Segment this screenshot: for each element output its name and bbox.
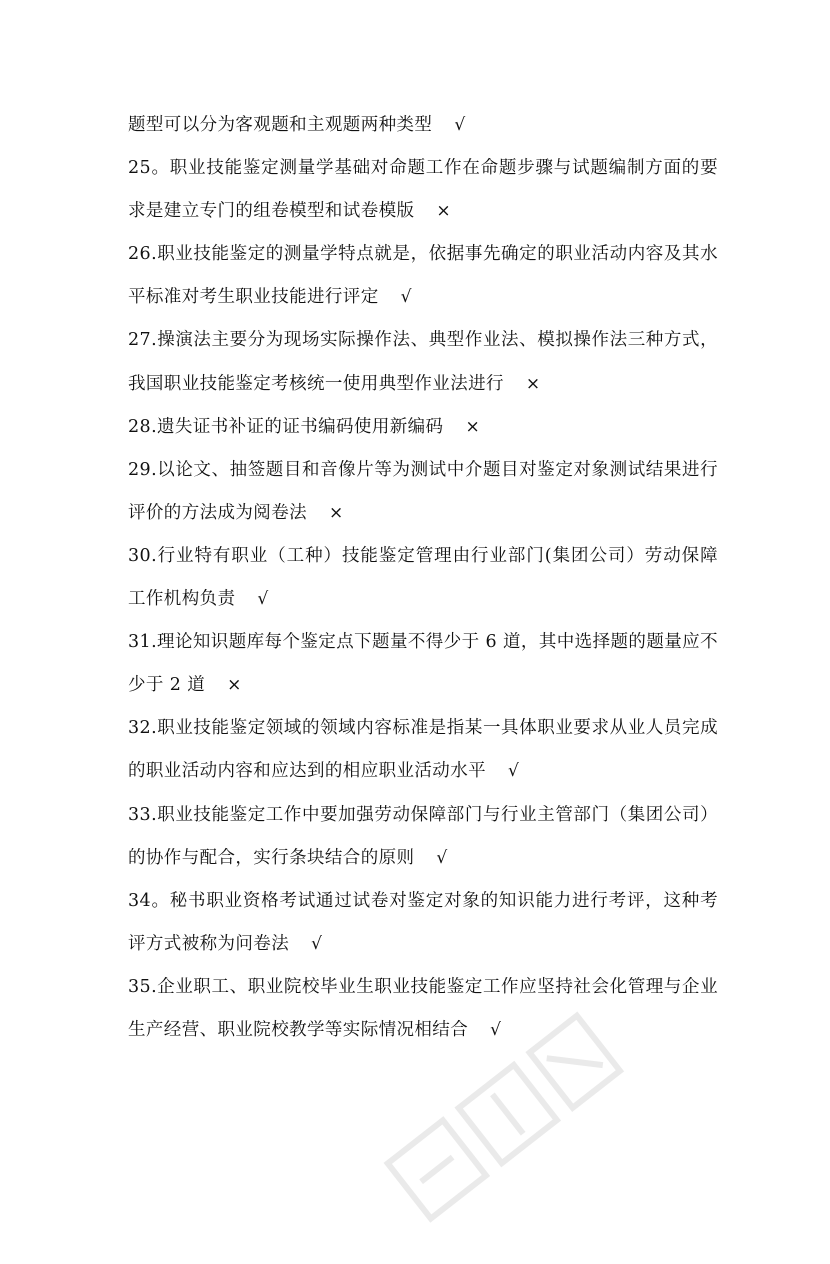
list-item bbox=[128, 147, 718, 233]
answer-mark: √ bbox=[436, 847, 448, 868]
list-item bbox=[128, 319, 718, 405]
answer-mark: × bbox=[227, 675, 242, 696]
answer-mark: √ bbox=[400, 287, 412, 308]
list-item bbox=[128, 233, 718, 319]
answer-mark: × bbox=[329, 502, 344, 523]
answer-mark: √ bbox=[508, 761, 520, 782]
item-text: 31.理论知识题库每个鉴定点下题量不得少于 6 道，其中选择题的题量应不少于 2 道 bbox=[128, 632, 718, 696]
answer-mark: × bbox=[525, 373, 541, 394]
answer-mark: √ bbox=[311, 933, 323, 954]
question-list bbox=[128, 104, 718, 1052]
answer-mark: √ bbox=[454, 115, 466, 135]
list-item bbox=[128, 406, 718, 449]
list-item bbox=[128, 621, 718, 707]
item-text: 30.行业特有职业（工种）技能鉴定管理由行业部门(集团公司）劳动保障工作机构负责 bbox=[128, 545, 718, 610]
item-text: 32.职业技能鉴定领域的领域内容标准是指某一具体职业要求从业人员完成的职业活动内容和应达到的相应职业活动水平 bbox=[128, 718, 718, 782]
item-text: 28.遗失证书补证的证书编码使用新编码 bbox=[128, 416, 444, 437]
list-item bbox=[128, 535, 718, 621]
answer-mark: × bbox=[436, 201, 452, 222]
list-item bbox=[128, 794, 718, 880]
item-text: 33.职业技能鉴定工作中要加强劳动保障部门与行业主管部门（集团公司）的协作与配合，实行条块结合的原则 bbox=[128, 804, 718, 868]
item-text: 35.企业职工、职业院校毕业生职业技能鉴定工作应坚持社会化管理与企业生产经营、职业院校教学等实际情况相结合 bbox=[128, 976, 718, 1040]
item-text: 27.操演法主要分为现场实际操作法、典型作业法、模拟操作法三种方式，我国职业技能鉴定考核统一使用典型作业法进行 bbox=[128, 330, 718, 394]
list-item bbox=[128, 966, 718, 1052]
list-item bbox=[128, 449, 718, 535]
answer-mark: × bbox=[465, 416, 481, 437]
list-item bbox=[128, 104, 718, 147]
list-item bbox=[128, 707, 718, 793]
item-text: 34。秘书职业资格考试通过试卷对鉴定对象的知识能力进行考评，这种考评方式被称为问卷法 bbox=[128, 890, 718, 954]
item-text: 25。职业技能鉴定测量学基础对命题工作在命题步骤与试题编制方面的要求是建立专门的组卷模型和试卷模版 bbox=[128, 158, 718, 222]
item-text: 26.职业技能鉴定的测量学特点就是，依据事先确定的职业活动内容及其水平标准对考生职业技能进行评定 bbox=[128, 244, 718, 308]
item-text: 题型可以分为客观题和主观题两种类型 bbox=[128, 115, 433, 135]
item-text: 29.以论文、抽签题目和音像片等为测试中介题目对鉴定对象测试结果进行评价的方法成为阅卷法 bbox=[128, 459, 718, 523]
answer-mark: √ bbox=[490, 1019, 502, 1040]
list-item bbox=[128, 880, 718, 966]
answer-mark: √ bbox=[257, 589, 269, 610]
